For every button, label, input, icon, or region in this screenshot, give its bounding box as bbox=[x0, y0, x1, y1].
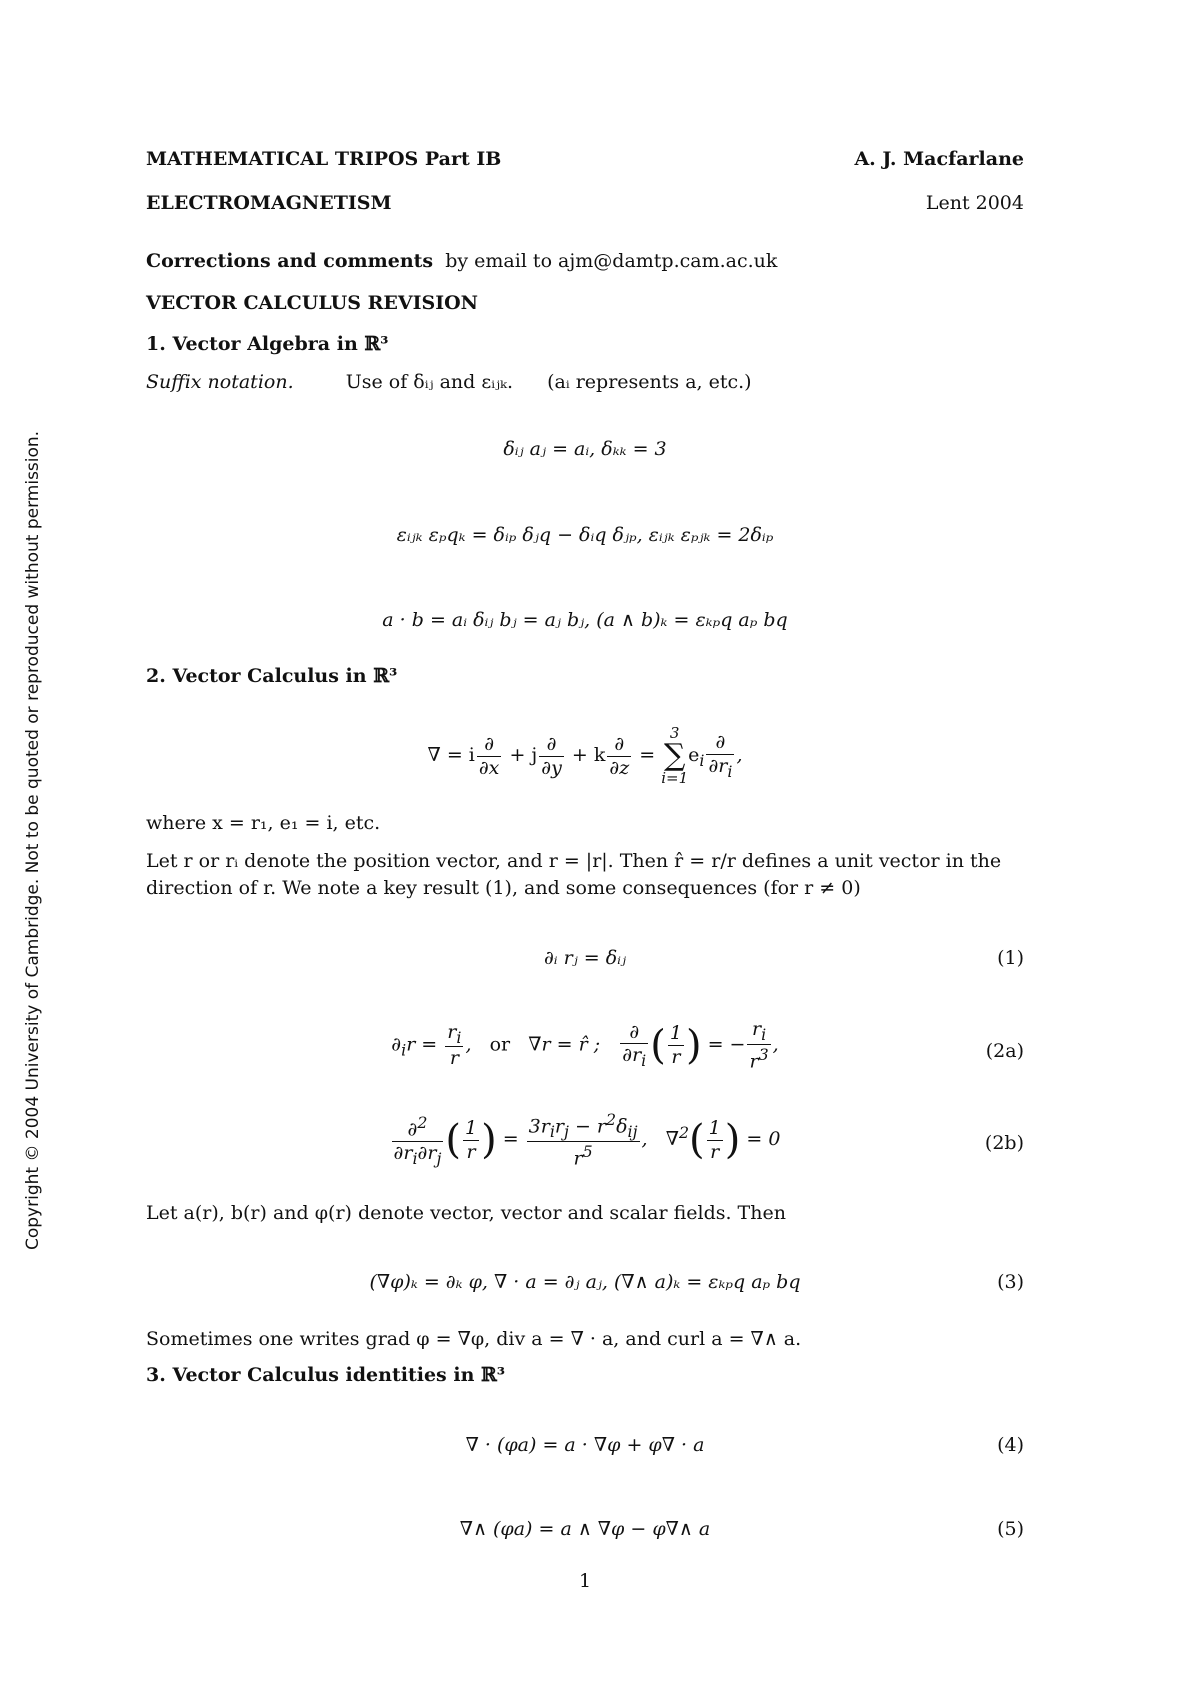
term-label: Lent 2004 bbox=[925, 192, 1024, 214]
suffix-text: Use of δᵢⱼ and εᵢⱼₖ. bbox=[345, 371, 514, 393]
eq-2a: $\partial_ir$ = $\frac{r_i}{r}$ , or ∇r = r̂ ; $\frac{\partial}{\partial r_i}$ ( $\frac{1}{r}$ ) = − $\frac{r_i}{r^3}$ , bbox=[391, 1018, 779, 1073]
fields-para: Let a(r), b(r) and φ(r) denote vector, vector and scalar fields. Then bbox=[146, 1202, 786, 1224]
eq-delta: δᵢⱼ aⱼ = aᵢ, δₖₖ = 3 bbox=[503, 438, 667, 460]
corrections-label: Corrections and comments bbox=[146, 250, 434, 272]
course-title: MATHEMATICAL TRIPOS Part IB bbox=[146, 148, 502, 170]
eq-4: ∇ · (φa) = a · ∇φ + φ∇ · a bbox=[465, 1434, 705, 1456]
sec3-title: 3. Vector Calculus identities in ℝ³ bbox=[146, 1364, 506, 1386]
suffix-note: (aᵢ represents a, etc.) bbox=[547, 371, 752, 393]
sec1-title: 1. Vector Algebra in ℝ³ bbox=[146, 333, 389, 355]
suffix-line bbox=[146, 371, 752, 393]
eq-epsilon: εᵢⱼₖ εₚ𝑞ₖ = δᵢₚ δⱼ𝑞 − δᵢ𝑞 δⱼₚ, εᵢⱼₖ εₚⱼₖ = 2δᵢₚ bbox=[396, 524, 774, 546]
page-number: 1 bbox=[578, 1570, 592, 1592]
eq-4-number: (4) bbox=[997, 1434, 1024, 1456]
subject-title: ELECTROMAGNETISM bbox=[146, 192, 392, 214]
eq-1: ∂ᵢ rⱼ = δᵢⱼ bbox=[543, 947, 627, 969]
section-title: VECTOR CALCULUS REVISION bbox=[146, 292, 479, 314]
eq-3: (∇φ)ₖ = ∂ₖ φ, ∇ · a = ∂ⱼ aⱼ, (∇∧ a)ₖ = εₖₚ𝑞 aₚ b𝑞 bbox=[369, 1271, 801, 1293]
author-name: A. J. Macfarlane bbox=[854, 148, 1024, 170]
position-vector-para: Let r or rᵢ denote the position vector, and r = |r|. Then r̂ = r/r defines a unit vector in the direction of r. We note a key result (1), and some consequences (for r ≠ 0) bbox=[146, 850, 1002, 899]
where-line: where x = r₁, e₁ = i, etc. bbox=[146, 812, 381, 834]
corrections-line bbox=[146, 250, 777, 272]
eq-dot-product: a · b = aᵢ δᵢⱼ bⱼ = aⱼ bⱼ, (a ∧ b)ₖ = εₖₚ𝑞 aₚ b𝑞 bbox=[382, 609, 788, 631]
sec2-title: 2. Vector Calculus in ℝ³ bbox=[146, 665, 398, 687]
copyright-sidebar: Copyright © 2004 University of Cambridge. Not to be quoted or reproduced without permission. bbox=[23, 430, 43, 1250]
eq-2a-number: (2a) bbox=[985, 1040, 1024, 1062]
corrections-email: by email to ajm@damtp.cam.ac.uk bbox=[445, 250, 778, 272]
eq-nabla: ∇ = i $\frac{\partial}{\partial x}$ + j $\frac{\partial}{\partial y}$ + k $\frac{\partial}{\partial z}$ = 3 ∑ $i=1e_i$ $\frac{\partial}{\partial r_i}$ , bbox=[427, 724, 743, 787]
eq-2b: $\frac{\partial^2}{\partial r_i\partial r_j}$ ( $\frac{1}{r}$ ) = $\frac{3r_ir_j - r^2\delta_{ij}}{r^5}$ , ∇$^2$( $\frac{1}{r}$ ) = 0 bbox=[393, 1110, 781, 1170]
suffix-label: Suffix notation. bbox=[146, 371, 294, 393]
sometimes-line: Sometimes one writes grad φ = ∇φ, div a = ∇ · a, and curl a = ∇∧ a. bbox=[146, 1328, 802, 1350]
eq-1-number: (1) bbox=[997, 947, 1024, 969]
eq-5-number: (5) bbox=[997, 1518, 1024, 1540]
eq-2b-number: (2b) bbox=[984, 1132, 1024, 1154]
eq-5: ∇∧ (φa) = a ∧ ∇φ − φ∇∧ a bbox=[459, 1518, 711, 1540]
eq-3-number: (3) bbox=[997, 1271, 1024, 1293]
